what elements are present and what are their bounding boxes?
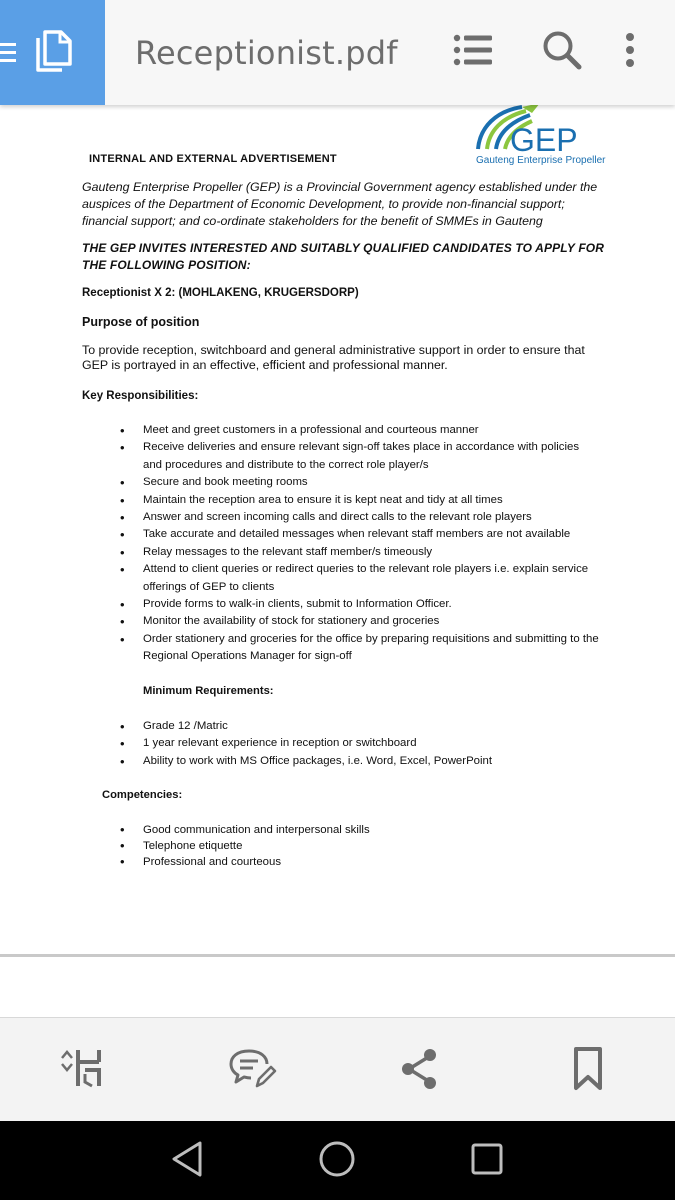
reflow-icon [59, 1048, 105, 1095]
list-item: • Secure and book meeting rooms [120, 474, 600, 491]
comment-icon [229, 1048, 277, 1095]
share-icon [400, 1048, 440, 1095]
competencies-list [120, 822, 600, 870]
list-icon [453, 34, 493, 71]
menu-icon [0, 42, 18, 69]
list-item: • Relay messages to the relevant staff member/s timeously [120, 544, 600, 561]
recents-icon [470, 1142, 504, 1181]
recents-button[interactable] [465, 1139, 509, 1183]
more-options-button[interactable] [608, 30, 652, 74]
document-list-toggle[interactable] [0, 0, 105, 105]
document-background [0, 957, 675, 1017]
logo-text: GEP [510, 122, 578, 158]
bookmark-icon [573, 1047, 603, 1096]
purpose-text: To provide reception, switchboard and general administrative support in order to ensure that GEP is portrayed in an effective, efficient and professional manner. [82, 343, 585, 372]
document-title: Receptionist.pdf [135, 34, 398, 72]
intro-paragraph: Gauteng Enterprise Propeller (GEP) is a Provincial Government agency established under the auspices of the Department of Economic Development, to provide non-financial support; financial support; and co-ordinate stakeholders for the benefit of SMMEs in Gauteng [82, 180, 598, 228]
list-item: • 1 year relevant experience in reception or switchboard [120, 735, 600, 752]
list-item: • Take accurate and detailed messages when relevant staff members are not available [120, 526, 600, 543]
back-icon [170, 1140, 204, 1183]
search-button[interactable] [540, 30, 584, 74]
bookmark-button[interactable] [563, 1048, 613, 1094]
responsibilities-heading: Key Responsibilities: [82, 390, 199, 402]
list-item: • Professional and courteous [120, 854, 600, 870]
list-item: • Grade 12 /Matric [120, 718, 600, 735]
advertisement-heading: INTERNAL AND EXTERNAL ADVERTISEMENT [89, 153, 337, 165]
min-requirements-list [120, 718, 600, 770]
system-nav-bar [0, 1121, 675, 1200]
list-item: • Maintain the reception area to ensure it is kept neat and tidy at all times [120, 492, 600, 509]
documents-icon [34, 30, 72, 79]
list-item: • Answer and screen incoming calls and direct calls to the relevant role players [120, 509, 600, 526]
competencies-heading: Competencies: [102, 789, 183, 801]
more-vert-icon [624, 32, 636, 73]
invitation-statement: THE GEP INVITES INTERESTED AND SUITABLY QUALIFIED CANDIDATES TO APPLY FOR THE FOLLOWING POSITION: [82, 241, 605, 272]
list-item: • Ability to work with MS Office packages, i.e. Word, Excel, PowerPoint [120, 753, 600, 770]
comment-button[interactable] [228, 1048, 278, 1094]
purpose-heading: Purpose of position [82, 315, 200, 329]
list-item: • Receive deliveries and ensure relevant sign-off takes place in accordance with policies and procedures and distribute to the correct role player/s [120, 439, 600, 474]
bottom-toolbar [0, 1017, 675, 1121]
list-item: • Telephone etiquette [120, 838, 600, 854]
pdf-page[interactable] [0, 105, 675, 955]
reflow-button[interactable] [57, 1048, 107, 1094]
list-item: • Provide forms to walk-in clients, submit to Information Officer. [120, 596, 600, 613]
list-item: • Attend to client queries or redirect queries to the relevant role players i.e. explain service offerings of GEP to clients [120, 561, 600, 596]
min-requirements-heading: Minimum Requirements: [143, 685, 274, 697]
list-item: • Order stationery and groceries for the office by preparing requisitions and submitting to the Regional Operations Manager for sign-off [120, 631, 600, 666]
share-button[interactable] [395, 1048, 445, 1094]
position-title: Receptionist X 2: (MOHLAKENG, KRUGERSDORP) [82, 287, 359, 299]
list-item: • Monitor the availability of stock for stationery and groceries [120, 613, 600, 630]
list-item: • Good communication and interpersonal skills [120, 822, 600, 838]
logo-tagline: Gauteng Enterprise Propeller [476, 155, 606, 166]
list-item: • Meet and greet customers in a professional and courteous manner [120, 422, 600, 439]
app-bar [0, 0, 675, 105]
home-icon [317, 1139, 357, 1184]
responsibilities-list [120, 422, 600, 666]
back-button[interactable] [165, 1139, 209, 1183]
outline-button[interactable] [451, 30, 495, 74]
search-icon [542, 30, 582, 75]
home-button[interactable] [315, 1139, 359, 1183]
